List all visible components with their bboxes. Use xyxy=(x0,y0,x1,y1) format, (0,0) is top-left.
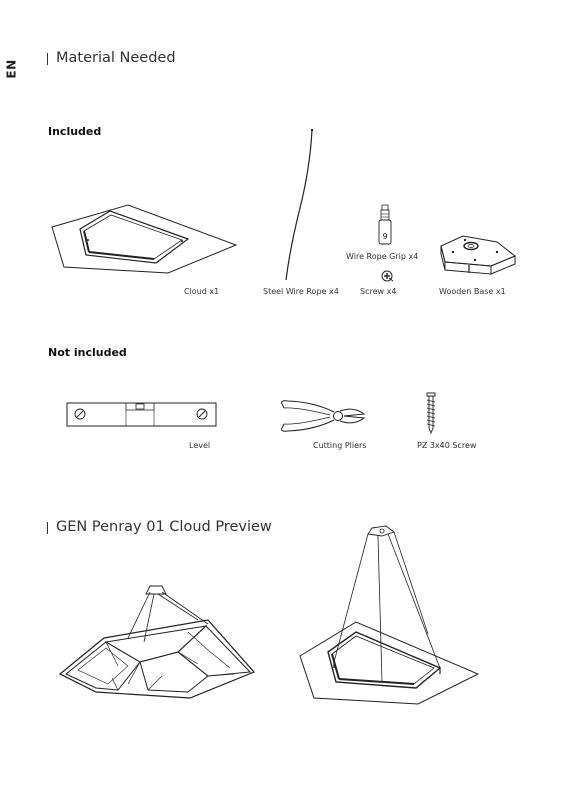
steel-wire-rope-illustration xyxy=(280,128,320,283)
wooden-base-illustration xyxy=(435,232,519,276)
language-tag xyxy=(6,58,24,82)
screw-head-icon xyxy=(380,270,394,282)
cutting-pliers-illustration xyxy=(278,398,368,434)
section-title-material: Material Needed xyxy=(56,50,176,66)
cloud-preview-hanging-illustration xyxy=(298,522,478,707)
item-label-screw: Screw x4 xyxy=(360,287,397,296)
item-label-cloud: Cloud x1 xyxy=(184,287,220,296)
item-label-level: Level xyxy=(189,441,211,450)
pz-screw-illustration xyxy=(424,392,438,434)
item-label-cutting-pliers: Cutting Pliers xyxy=(313,441,367,450)
not-included-heading: Not included xyxy=(48,346,127,359)
item-label-steel-wire-rope: Steel Wire Rope x4 xyxy=(263,287,339,296)
cloud-panel-illustration xyxy=(48,205,238,275)
section-marker xyxy=(47,522,48,534)
section-marker xyxy=(47,53,48,65)
item-label-wire-rope-grip: Wire Rope Grip x4 xyxy=(346,252,419,261)
language-tag-text: EN xyxy=(4,59,19,79)
item-label-wooden-base: Wooden Base x1 xyxy=(439,287,506,296)
level-tool-illustration xyxy=(66,402,218,428)
wire-rope-grip-illustration xyxy=(375,205,395,247)
included-heading: Included xyxy=(48,125,102,138)
item-label-pz-screw: PZ 3x40 Screw xyxy=(417,441,477,450)
cloud-preview-underside-illustration xyxy=(58,580,258,700)
svg-text:9: 9 xyxy=(382,232,388,241)
section-title-preview: GEN Penray 01 Cloud Preview xyxy=(56,519,272,535)
